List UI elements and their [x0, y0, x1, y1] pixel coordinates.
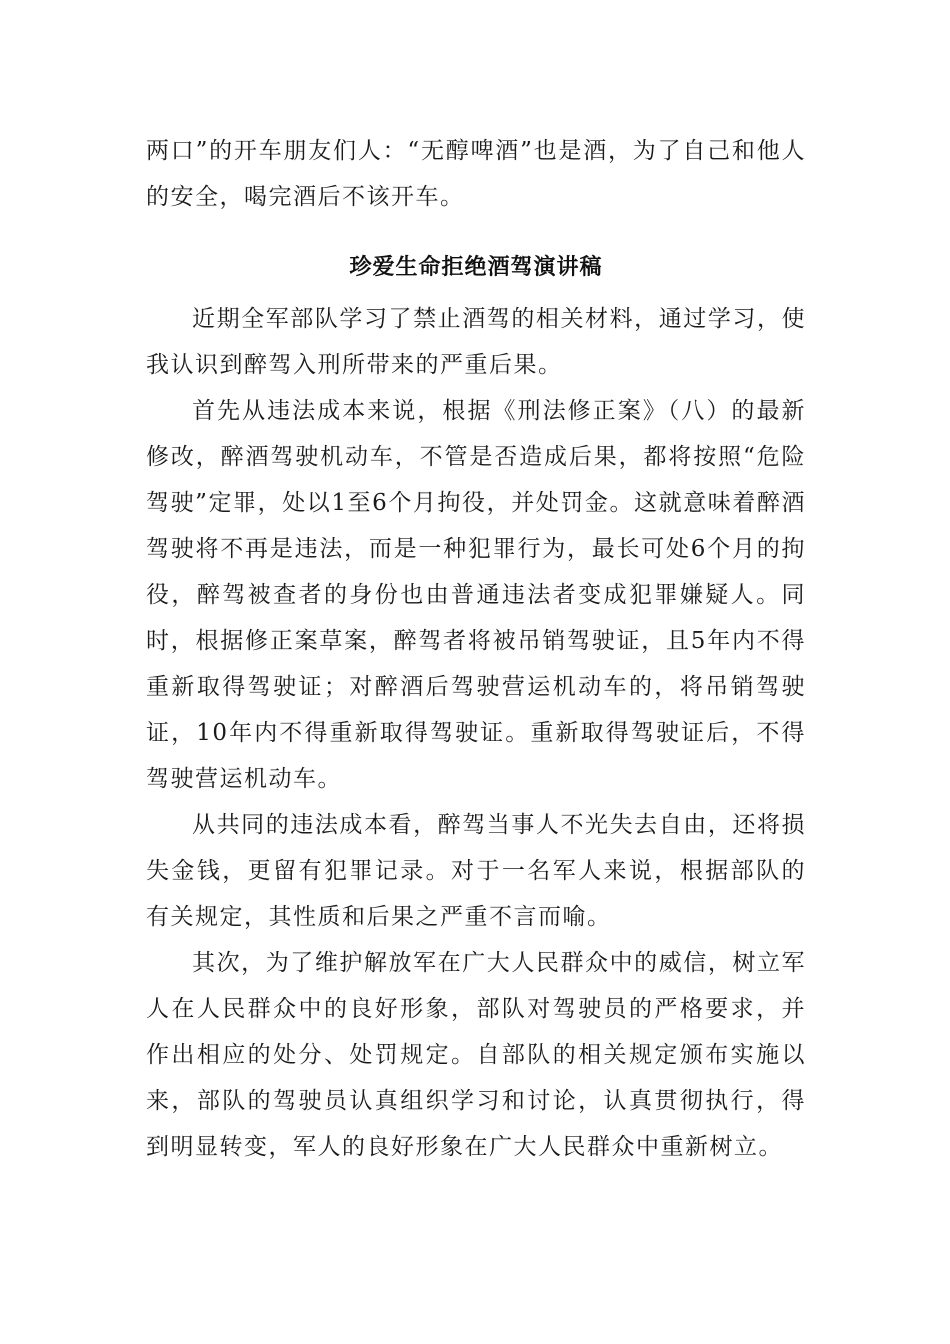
body-paragraph: 从共同的违法成本看，醉驾当事人不光失去自由，还将损失金钱，更留有犯罪记录。对于一名军人来说，根据部队的有关规定，其性质和后果之严重不言而喻。 [146, 812, 806, 930]
speech-body [146, 296, 806, 1170]
speech-title: 珍爱生命拒绝酒驾演讲稿 [349, 255, 603, 280]
continued-paragraph: 两口”的开车朋友们人：“无醇啤酒”也是酒，为了自己和他人的安全，喝完酒后不该开车。 [146, 138, 806, 210]
body-paragraph: 其次，为了维护解放军在广大人民群众中的威信，树立军人在人民群众中的良好形象，部队对驾驶员的严格要求，并作出相应的处分、处罚规定。自部队的相关规定颁布实施以来，部队的驾驶员认真组织学习和讨论，认真贯彻执行，得到明显转变，军人的良好形象在广大人民群众中重新树立。 [146, 950, 806, 1160]
body-paragraph: 近期全军部队学习了禁止酒驾的相关材料，通过学习，使我认识到醉驾入刑所带来的严重后果。 [146, 306, 806, 378]
continued-text [146, 128, 806, 220]
body-paragraph: 首先从违法成本来说，根据《刑法修正案》（八）的最新修改，醉酒驾驶机动车，不管是否造成后果，都将按照“危险驾驶”定罪，处以1至6个月拘役，并处罚金。这就意味着醉酒驾驶将不再是违法，而是一种犯罪行为，最长可处6个月的拘役，醉驾被查者的身份也由普通违法者变成犯罪嫌疑人。同时，根据修正案草案，醉驾者将被吊销驾驶证，且5年内不得重新取得驾驶证；对醉酒后驾驶营运机动车的，将吊销驾驶证，10年内不得重新取得驾驶证。重新取得驾驶证后，不得驾驶营运机动车。 [146, 398, 806, 792]
